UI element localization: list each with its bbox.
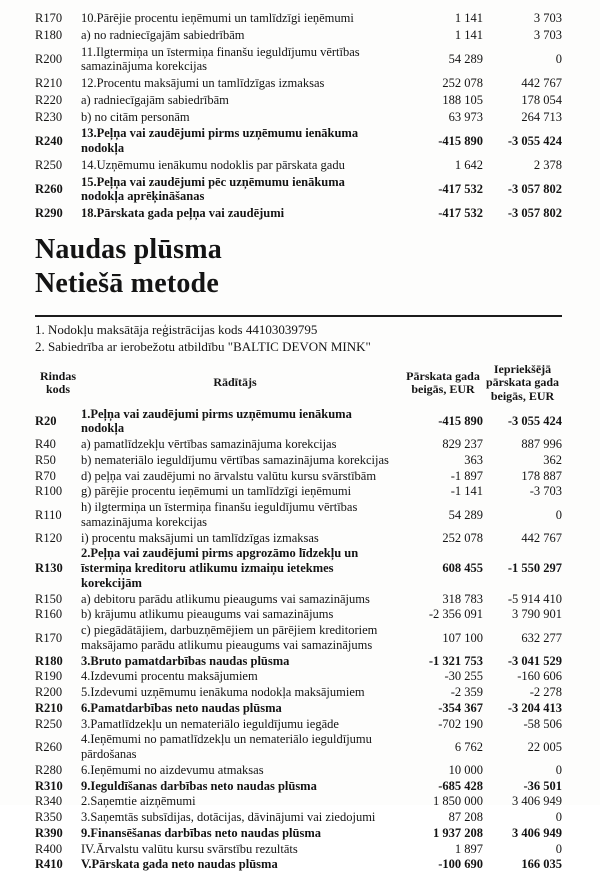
row-code: R50 — [35, 452, 56, 467]
row-value-previous: -3 703 — [529, 484, 562, 499]
row-code: R150 — [35, 591, 63, 606]
row-code: R240 — [35, 133, 63, 148]
table-row — [35, 27, 562, 44]
row-value-current: -415 890 — [438, 414, 483, 429]
row-value-previous: 166 035 — [521, 857, 562, 872]
row-value-current: 1 141 — [454, 27, 483, 42]
table-row — [35, 174, 562, 206]
row-label: 3.Saņemtās subsīdijas, dotācijas, dāvinājumi vai ziedojumi — [81, 810, 376, 825]
row-value-current: 63 973 — [448, 109, 483, 124]
row-label: 13.Peļņa vai zaudējumi pirms uzņēmumu ienākuma nodokļa — [81, 126, 359, 155]
row-value-current: 107 100 — [442, 630, 483, 645]
row-code: R210 — [35, 76, 63, 90]
row-value-current: 54 289 — [448, 507, 483, 522]
row-value-current: 608 455 — [442, 561, 483, 576]
row-value-previous: -3 057 802 — [507, 206, 562, 220]
row-label: c) piegādātājiem, darbuzņēmējiem un pārējiem kreditoriem maksājamo parādu atlikumu pieaugums vai samazinājums — [81, 623, 378, 652]
cash-flow-statement-table — [35, 361, 562, 873]
table-row — [35, 716, 562, 732]
row-value-previous: 0 — [555, 841, 562, 856]
row-value-current: 363 — [464, 452, 483, 467]
row-value-previous: -160 606 — [517, 669, 562, 684]
row-code: R290 — [35, 206, 63, 220]
row-value-previous: -5 914 410 — [507, 591, 562, 606]
row-label: 15.Peļņa vai zaudējumi pēc uzņēmumu ienākuma nodokļa aprēķināšanas — [81, 174, 345, 204]
row-value-previous: 3 406 949 — [512, 825, 562, 840]
row-label: 18.Pārskata gada peļņa vai zaudējumi — [81, 206, 285, 220]
row-value-previous: -3 041 529 — [507, 653, 562, 668]
row-value-previous: 264 713 — [521, 109, 562, 124]
row-code: R180 — [35, 27, 63, 42]
row-code: R350 — [35, 810, 63, 825]
row-value-current: -1 141 — [450, 484, 483, 499]
row-code: R260 — [35, 181, 63, 196]
table-row — [35, 109, 562, 126]
row-value-previous: -2 278 — [529, 685, 562, 700]
row-code: R310 — [35, 778, 63, 793]
table-row — [35, 92, 562, 109]
row-label: 2.Peļņa vai zaudējumi pirms apgrozāmo līdzekļu un īstermiņa kreditoru atlikumu izmaiņu ietekmes korekcijām — [81, 546, 359, 590]
table-row — [35, 685, 562, 701]
row-value-current: 87 208 — [448, 810, 483, 825]
profit-loss-statement-table — [35, 10, 562, 222]
table-row — [35, 778, 562, 794]
row-label: V.Pārskata gada neto naudas plūsma — [81, 857, 278, 872]
row-code: R200 — [35, 51, 63, 66]
row-value-previous: 0 — [555, 810, 562, 825]
table-row — [35, 607, 562, 623]
row-value-current: -417 532 — [438, 181, 483, 196]
row-code: R260 — [35, 739, 63, 754]
row-value-current: 6 762 — [454, 739, 483, 754]
row-value-previous: 3 703 — [533, 27, 562, 42]
table-row — [35, 44, 562, 76]
row-label: 4.Ieņēmumi no pamatlīdzekļu un nemateriālo ieguldījumu pārdošanas — [81, 732, 372, 762]
row-code: R110 — [35, 507, 62, 522]
row-value-current: 1 642 — [454, 157, 483, 172]
row-label: a) radniecīgajām sabiedrībām — [81, 92, 229, 107]
row-value-current: 188 105 — [442, 92, 483, 107]
row-value-current: 252 078 — [442, 76, 483, 90]
table-row — [35, 732, 562, 763]
table-row — [35, 794, 562, 810]
row-code: R410 — [35, 857, 63, 872]
row-value-current: 54 289 — [448, 51, 483, 66]
row-code: R170 — [35, 630, 63, 645]
row-value-current: -1 897 — [450, 468, 483, 483]
row-value-previous: -36 501 — [523, 778, 562, 793]
header-indicator: Rādītājs — [213, 375, 257, 390]
row-value-current: 1 897 — [454, 841, 483, 856]
row-label: 10.Pārējie procentu ieņēmumi un tamlīdzīgi ieņēmumi — [81, 11, 354, 25]
row-value-current: -1 321 753 — [428, 653, 483, 668]
table-row — [35, 500, 562, 531]
row-code: R250 — [35, 716, 63, 731]
table-row — [35, 468, 562, 484]
row-label: 11.Ilgtermiņa un īstermiņa finanšu ieguldījumu vērtības samazinājuma korekcijas — [81, 44, 360, 74]
table-row — [35, 406, 562, 437]
row-value-previous: 2 378 — [533, 157, 562, 172]
table-row — [35, 546, 562, 591]
row-code: R40 — [35, 437, 56, 452]
table-row — [35, 484, 562, 500]
row-code: R340 — [35, 794, 63, 809]
row-code: R120 — [35, 530, 63, 545]
row-label: a) pamatlīdzekļu vērtības samazinājuma korekcijas — [81, 437, 337, 452]
row-value-previous: 442 767 — [521, 530, 562, 545]
row-code: R250 — [35, 157, 63, 172]
row-label: a) debitoru parādu atlikumu pieaugums vai samazinājums — [81, 591, 370, 606]
table-row — [35, 857, 562, 873]
row-code: R220 — [35, 92, 63, 107]
row-label: 6.Pamatdarbības neto naudas plūsma — [81, 700, 282, 715]
row-code: R20 — [35, 414, 57, 429]
row-value-current: 252 078 — [442, 530, 483, 545]
taxpayer-registration-line: 1. Nodokļu maksātāja reģistrācijas kods 44103039795 — [35, 322, 318, 338]
row-code: R200 — [35, 685, 63, 700]
page-subtitle: Netiešā metode — [35, 267, 219, 299]
row-label: b) krājumu atlikumu pieaugums vai samazinājums — [81, 607, 334, 622]
row-code: R280 — [35, 762, 63, 777]
table-row — [35, 810, 562, 826]
row-value-previous: 178 054 — [521, 92, 562, 107]
table-row — [35, 452, 562, 468]
row-value-previous: 887 996 — [521, 437, 562, 452]
row-value-previous: -3 204 413 — [507, 700, 562, 715]
row-value-previous: 3 790 901 — [512, 607, 562, 622]
row-code: R190 — [35, 669, 63, 684]
table-row — [35, 669, 562, 685]
row-label: h) ilgtermiņa un īstermiņa finanšu ieguldījumu vērtības samazinājuma korekcijas — [81, 500, 358, 529]
row-value-previous: 362 — [543, 452, 562, 467]
row-value-current: -354 367 — [438, 700, 483, 715]
page-title: Naudas plūsma — [35, 233, 223, 265]
row-code: R210 — [35, 700, 63, 715]
header-row-code: Rindas kods — [39, 368, 77, 396]
row-value-current: 318 783 — [442, 591, 483, 606]
table-row — [35, 841, 562, 857]
row-value-current: 829 237 — [442, 437, 483, 452]
row-value-previous: 3 703 — [533, 11, 562, 25]
table-row — [35, 591, 562, 607]
table-row — [35, 125, 562, 157]
row-code: R100 — [35, 484, 63, 499]
header-previous-period: Iepriekšējā pārskata gada beigās, EUR — [485, 361, 559, 403]
row-value-previous: -1 550 297 — [507, 561, 562, 576]
row-code: R400 — [35, 841, 63, 856]
row-label: b) nemateriālo ieguldījumu vērtības samazinājuma korekcijas — [81, 452, 389, 467]
row-value-current: -2 356 091 — [428, 607, 483, 622]
row-label: 3.Bruto pamatdarbības naudas plūsma — [81, 653, 290, 668]
row-label: 5.Izdevumi uzņēmumu ienākuma nodokļa maksājumiem — [81, 685, 365, 700]
table-row — [35, 653, 562, 669]
row-value-previous: 0 — [555, 507, 562, 522]
table-row — [35, 623, 562, 654]
title-block — [35, 233, 562, 301]
company-name-line: 2. Sabiedrība ar ierobežotu atbildību "BALTIC DEVON MINK" — [35, 338, 371, 354]
row-code: R170 — [35, 11, 63, 25]
row-value-current: 1 850 000 — [433, 794, 483, 809]
row-value-current: -100 690 — [438, 857, 483, 872]
row-value-previous: -3 055 424 — [507, 133, 562, 148]
row-label: a) no radniecīgajām sabiedrībām — [81, 27, 245, 42]
row-value-previous: -3 057 802 — [507, 181, 562, 196]
row-value-previous: 632 277 — [521, 630, 562, 645]
row-value-previous: -58 506 — [523, 716, 562, 731]
table-row — [35, 437, 562, 453]
row-value-current: -30 255 — [444, 669, 483, 684]
table-row — [35, 75, 562, 92]
row-label: 9.Finansēšanas darbības neto naudas plūsma — [81, 825, 322, 840]
row-code: R130 — [35, 561, 63, 576]
row-code: R160 — [35, 607, 63, 622]
row-code: R70 — [35, 468, 56, 483]
row-label: 3.Pamatlīdzekļu un nemateriālo ieguldījumu iegāde — [81, 716, 339, 731]
row-value-current: 1 937 208 — [433, 825, 483, 840]
row-label: d) peļņa vai zaudējumi no ārvalstu valūtu kursu svārstībām — [81, 468, 377, 483]
row-label: 2.Saņemtie aizņēmumi — [81, 794, 196, 809]
table-row — [35, 700, 562, 716]
row-value-previous: 178 887 — [521, 468, 562, 483]
row-value-current: -417 532 — [438, 206, 483, 220]
table-row — [35, 530, 562, 546]
row-value-previous: 442 767 — [521, 76, 562, 90]
row-label: 6.Ieņēmumi no aizdevumu atmaksas — [81, 762, 264, 777]
row-label: 1.Peļņa vai zaudējumi pirms uzņēmumu ienākuma nodokļa — [81, 406, 352, 436]
row-label: 12.Procentu maksājumi un tamlīdzīgas izmaksas — [81, 76, 325, 90]
table-row — [35, 10, 562, 27]
table-row — [35, 157, 562, 174]
row-code: R390 — [35, 825, 63, 840]
row-label: IV.Ārvalstu valūtu kursu svārstību rezultāts — [81, 841, 298, 856]
header-current-period: Pārskata gada beigās, EUR — [406, 368, 480, 396]
table-row — [35, 825, 562, 841]
row-value-current: 1 141 — [454, 11, 483, 25]
row-label: g) pārējie procentu ieņēmumi un tamlīdzīgi ieņēmumi — [81, 484, 352, 499]
row-value-previous: 3 406 949 — [512, 794, 562, 809]
row-value-previous: 0 — [555, 51, 562, 66]
row-value-current: -415 890 — [438, 133, 483, 148]
row-label: i) procentu maksājumi un tamlīdzīgas izmaksas — [81, 530, 319, 545]
row-label: 9.Ieguldīšanas darbības neto naudas plūsma — [81, 778, 317, 793]
row-value-previous: 22 005 — [527, 739, 562, 754]
row-value-current: -2 359 — [450, 685, 483, 700]
row-value-current: -685 428 — [438, 778, 483, 793]
row-label: 14.Uzņēmumu ienākumu nodoklis par pārskata gadu — [81, 157, 345, 172]
row-value-previous: -3 055 424 — [507, 414, 562, 429]
row-value-current: 10 000 — [448, 762, 483, 777]
table-row — [35, 205, 562, 222]
row-value-previous: 0 — [555, 762, 562, 777]
table-row — [35, 762, 562, 778]
horizontal-divider — [35, 315, 562, 317]
row-label: b) no citām personām — [81, 109, 190, 124]
row-code: R180 — [35, 653, 63, 668]
row-code: R230 — [35, 109, 63, 124]
table-header-row — [35, 361, 562, 406]
row-value-current: -702 190 — [438, 716, 483, 731]
row-label: 4.Izdevumi procentu maksājumiem — [81, 669, 258, 684]
